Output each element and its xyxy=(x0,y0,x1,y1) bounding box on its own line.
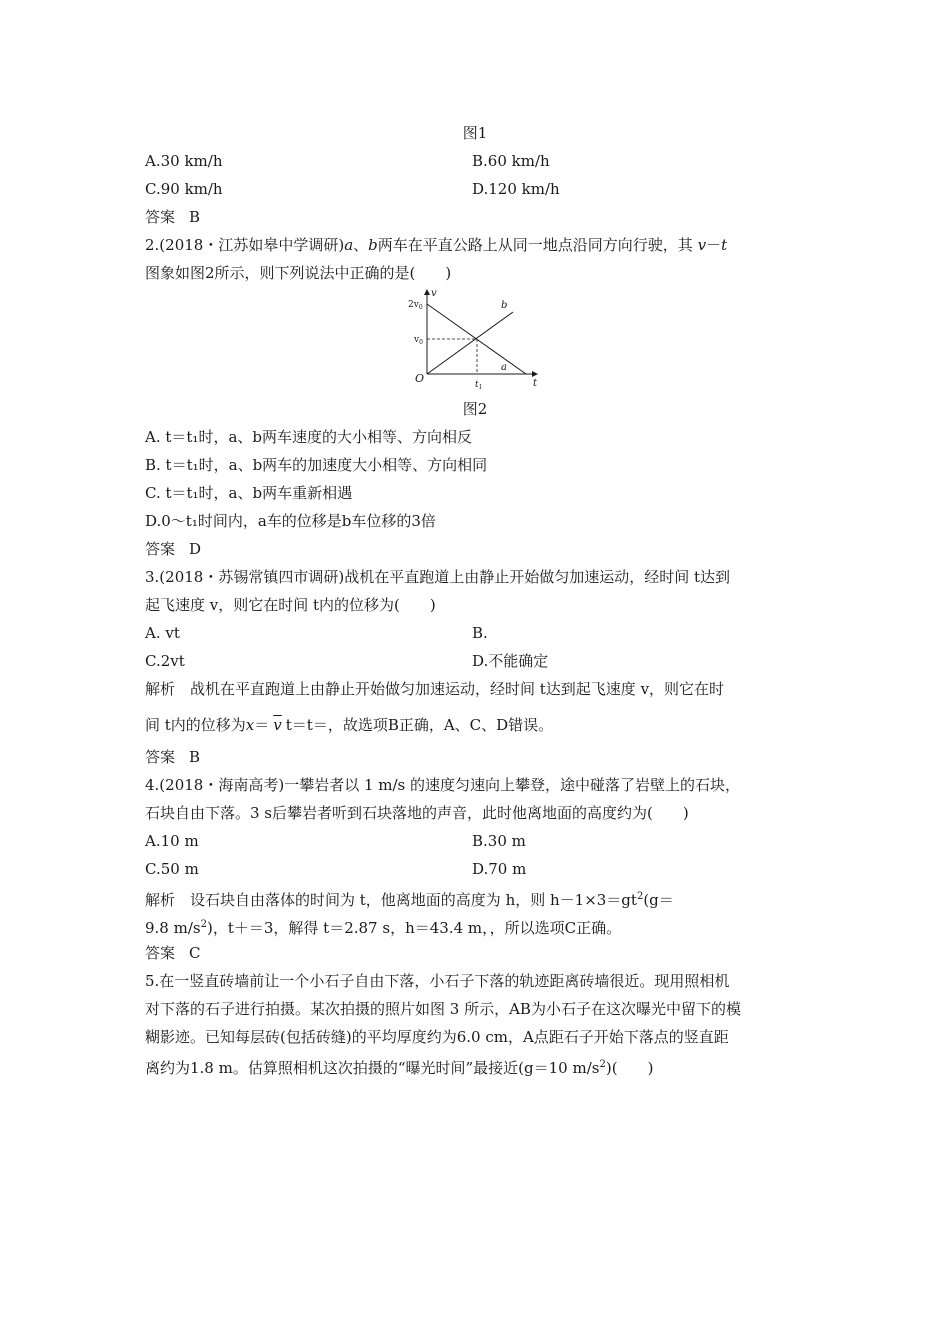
answer-value: B xyxy=(189,748,201,766)
y-tick-v0: $v_0$ xyxy=(414,335,423,346)
solution-text-end: )，t＋＝3，解得 t＝2.87 s，h＝43.4 m，，所以选项C正确。 xyxy=(206,919,622,937)
q4-answer xyxy=(145,943,201,963)
q4-option-b: B.30 m xyxy=(472,832,526,850)
q2-option-c: C. t＝t₁时，a、b两车重新相遇 xyxy=(145,484,353,502)
q4-option-c: C.50 m xyxy=(145,860,199,878)
q3-stem-line-2: 起飞速度 v，则它在时间 t内的位移为( ) xyxy=(145,596,436,614)
solution-text-end: (g＝ xyxy=(643,891,674,909)
q5-stem-line-1: 5.在一竖直砖墙前让一个小石子自由下落，小石子下落的轨迹距离砖墙很近。现用照相机 xyxy=(145,972,730,990)
q1-option-b: B.60 km/h xyxy=(472,152,550,170)
var-x: x xyxy=(245,716,255,734)
answer-label: 答案 xyxy=(145,540,176,558)
q3-solution-line-1: 解析 战机在平直跑道上由静止开始做匀加速运动，经时间 t达到起飞速度 v，则它在时 xyxy=(145,680,725,698)
separator: 、 xyxy=(353,236,369,254)
q2-option-b: B. t＝t₁时，a、b两车的加速度大小相等、方向相同 xyxy=(145,456,488,474)
answer-value: C xyxy=(189,944,201,962)
solution-text: 9.8 m/s xyxy=(145,919,201,937)
y-tick-2v0: $2v_0$ xyxy=(408,300,423,311)
var-t: t xyxy=(721,236,728,254)
answer-label: 答案 xyxy=(145,748,176,766)
solution-text-end: t＝t＝，故选项B正确，A、C、D错误。 xyxy=(285,716,554,734)
var-a: a xyxy=(344,236,354,254)
superscript: 2 xyxy=(636,891,644,902)
equals: ＝ xyxy=(254,716,270,734)
q1-option-a: A.30 km/h xyxy=(145,152,223,170)
q3-option-d: D.不能确定 xyxy=(472,652,549,670)
q1-option-c: C.90 km/h xyxy=(145,180,223,198)
q3-stem-line-1: 3.(2018・苏锡常镇四市调研)战机在平直跑道上由静止开始做匀加速运动，经时间 t达到 xyxy=(145,568,730,586)
superscript: 2 xyxy=(200,919,207,930)
answer-value: D xyxy=(189,540,202,558)
vt-graph xyxy=(405,286,555,390)
q5-stem-line-3: 糊影迹。已知每层砖(包括砖缝)的平均厚度约为6.0 cm，A点距石子开始下落点的竖直距 xyxy=(145,1028,729,1046)
q1-option-d: D.120 km/h xyxy=(472,180,560,198)
q4-option-d: D.70 m xyxy=(472,860,527,878)
q4-stem-line-1: 4.(2018・海南高考)一攀岩者以 1 m/s 的速度匀速向上攀登，途中碰落了岩壁上的石块， xyxy=(145,776,741,794)
q2-stem-line-2: 图象如图2所示，则下列说法中正确的是( ) xyxy=(145,264,452,282)
solution-text: 间 t内的位移为 xyxy=(145,716,246,734)
q1-answer xyxy=(145,207,200,227)
answer-value: B xyxy=(189,208,201,226)
q4-solution-line-1 xyxy=(145,887,674,910)
q2-option-d: D.0～t₁时间内，a车的位移是b车位移的3倍 xyxy=(145,512,436,530)
var-v: v xyxy=(697,236,707,254)
x-axis-label: t xyxy=(533,378,538,389)
dash: － xyxy=(706,236,722,254)
y-axis-label: v xyxy=(431,288,437,299)
stem-text: 离约为1.8 m。估算照相机这次拍摄的“曝光时间”最接近(g＝10 m/s xyxy=(145,1059,600,1077)
solution-text: 解析 设石块自由落体的时间为 t，他离地面的高度为 h，则 h－1×3＝gt xyxy=(145,891,637,909)
q2-stem-line-1 xyxy=(145,235,727,255)
figure-1-caption: 图1 xyxy=(462,124,488,142)
q3-solution-line-2 xyxy=(145,715,553,735)
var-v-bar: $\overline{v}$ xyxy=(273,716,282,734)
q4-stem-line-2: 石块自由下落。3 s后攀岩者听到石块落地的声音，此时他离地面的高度约为( ) xyxy=(145,804,689,822)
q5-stem-line-4 xyxy=(145,1055,653,1078)
label-b: b xyxy=(501,300,508,311)
q4-option-a: A.10 m xyxy=(145,832,199,850)
answer-label: 答案 xyxy=(145,208,176,226)
stem-text-end: )( ) xyxy=(605,1059,654,1077)
q2-source: 2.(2018・江苏如皋中学调研) xyxy=(145,236,345,254)
q3-option-a: A. vt xyxy=(145,624,180,642)
answer-label: 答案 xyxy=(145,944,176,962)
q2-option-a: A. t＝t₁时，a、b两车速度的大小相等、方向相反 xyxy=(145,428,472,446)
q3-option-c: C.2vt xyxy=(145,652,185,670)
label-a: a xyxy=(501,362,507,373)
origin-label: O xyxy=(415,372,425,385)
q2-stem-text: 两车在平直公路上从同一地点沿同方向行驶，其 xyxy=(377,236,698,254)
q3-answer xyxy=(145,747,200,767)
q4-solution-line-2 xyxy=(145,915,621,938)
figure-2-caption: 图2 xyxy=(462,400,488,418)
q5-stem-line-2: 对下落的石子进行拍摄。某次拍摄的照片如图 3 所示，AB为小石子在这次曝光中留下的模 xyxy=(145,1000,741,1018)
q3-option-b: B. xyxy=(472,624,488,642)
x-tick-t1: $t_1$ xyxy=(475,380,483,390)
var-b: b xyxy=(368,236,378,254)
q2-answer xyxy=(145,539,201,559)
superscript: 2 xyxy=(599,1059,606,1070)
